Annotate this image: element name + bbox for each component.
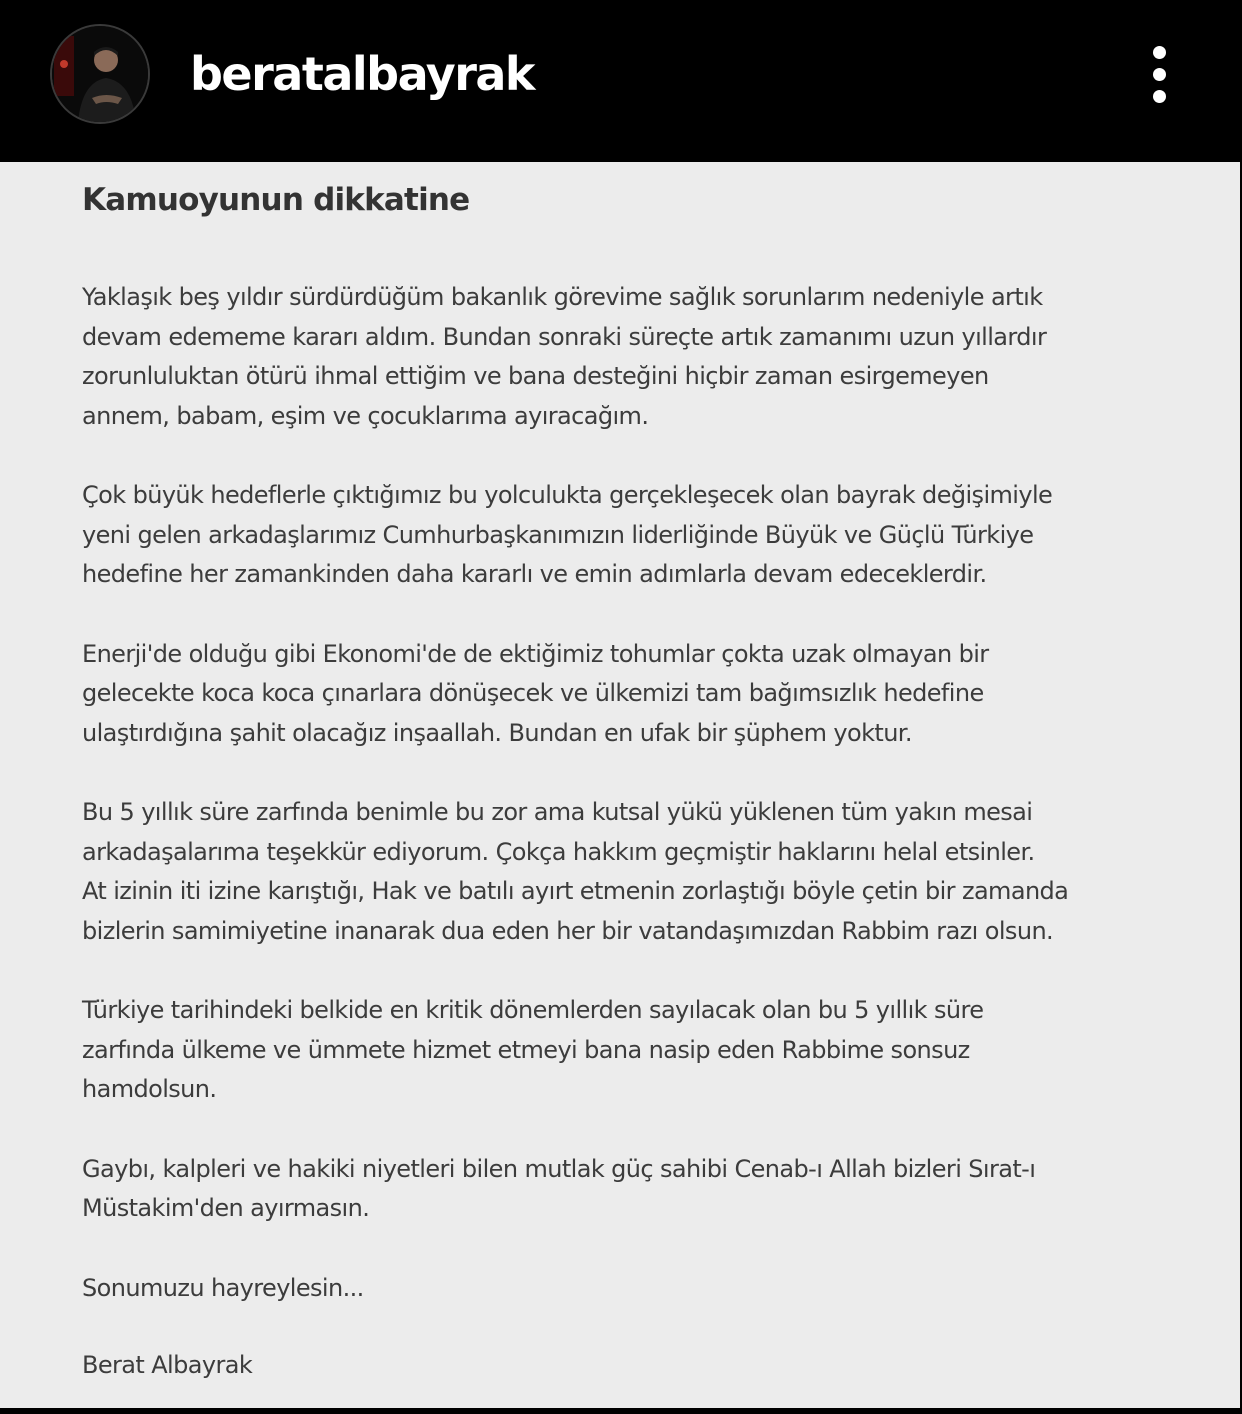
paragraph-line: bizlerin samimiyetine inanarak dua eden her bir vatandaşımızdan Rabbim razı olsun. [82, 916, 1054, 945]
more-vertical-icon [1153, 46, 1166, 59]
more-vertical-icon [1153, 68, 1166, 81]
paragraph [82, 991, 1192, 1110]
avatar-portrait-icon [52, 26, 148, 122]
paragraph-line: Türkiye tarihindeki belkide en kritik dönemlerden sayılacak olan bu 5 yıllık süre [82, 996, 984, 1024]
paragraph-line: zarfında ülkeme ve ümmete hizmet etmeyi bana nasip eden Rabbime sonsuz [82, 1035, 970, 1064]
statement-title: Kamuoyunun dikkatine [82, 182, 470, 218]
paragraph-line: devam edememe kararı aldım. Bundan sonraki süreçte artık zamanımı uzun yıllardır [82, 322, 1047, 351]
paragraph-line: Bu 5 yıllık süre zarfında benimle bu zor ama kutsal yükü yüklenen tüm yakın mesai [82, 798, 1033, 826]
paragraph-line: ulaştırdığına şahit olacağız inşaallah. Bundan en ufak bir şüphem yoktur. [82, 718, 912, 747]
paragraph-line: At izinin iti izine karıştığı, Hak ve batılı ayırt etmenin zorlaştığı böyle çetin bir zamanda [82, 877, 1069, 905]
paragraph [82, 635, 1192, 754]
paragraph [82, 476, 1192, 595]
paragraph-line: Müstakim'den ayırmasın. [82, 1194, 370, 1222]
paragraph-line: Çok büyük hedeflerle çıktığımız bu yolculukta gerçekleşecek olan bayrak değişimiyle [82, 481, 1053, 509]
paragraph-line: Yaklaşık beş yıldır sürdürdüğüm bakanlık görevime sağlık sorunlarım nedeniyle artık [82, 283, 1043, 311]
profile-avatar[interactable] [50, 24, 150, 124]
paragraph-line: annem, babam, eşim ve çocuklarıma ayıracağım. [82, 401, 649, 430]
more-vertical-icon [1153, 90, 1166, 103]
closing-line: Sonumuzu hayreylesin... [82, 1273, 364, 1302]
paragraph-line: Enerji'de olduğu gibi Ekonomi'de de ektiğimiz tohumlar çokta uzak olmayan bir [82, 639, 989, 668]
paragraph-line: Gaybı, kalpleri ve hakiki niyetleri bilen mutlak güç sahibi Cenab-ı Allah bizleri Sırat-ı [82, 1154, 1036, 1183]
paragraph-line: yeni gelen arkadaşlarımız Cumhurbaşkanımızın liderliğinde Büyük ve Güçlü Türkiye [82, 520, 1034, 549]
paragraph-line: hedefine her zamankinden daha kararlı ve emin adımlarla devam edeceklerdir. [82, 560, 987, 588]
paragraph [82, 1150, 1192, 1229]
more-options-button[interactable] [1138, 40, 1182, 110]
profile-username[interactable]: beratalbayrak [190, 47, 535, 101]
statement-document [82, 180, 1192, 1386]
paragraph [82, 793, 1192, 951]
paragraph-line: hamdolsun. [82, 1075, 217, 1103]
paragraph-line: zorunluluktan ötürü ihmal ettiğim ve bana desteğini hiçbir zaman esirgemeyen [82, 362, 989, 390]
paragraph-line: arkadaşalarıma teşekkür ediyorum. Çokça hakkım geçmiştir haklarını helal etsinler. [82, 837, 1035, 866]
signature: Berat Albayrak [82, 1351, 253, 1379]
paragraph-line: gelecekte koca koca çınarlara dönüşecek ve ülkemizi tam bağımsızlık hedefine [82, 679, 984, 707]
paragraph [82, 278, 1192, 436]
post-header [0, 0, 1242, 162]
